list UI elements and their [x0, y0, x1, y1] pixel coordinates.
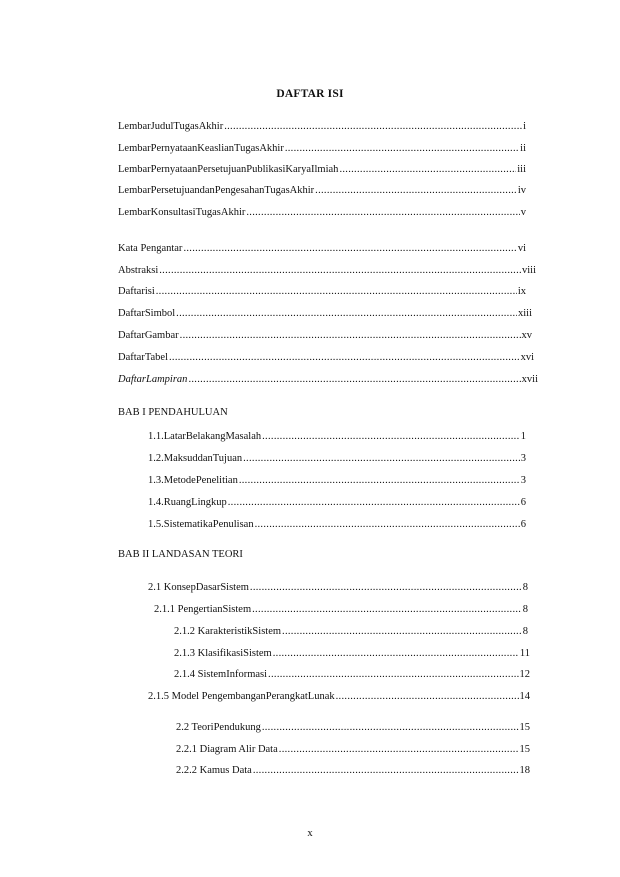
toc-entry[interactable] — [118, 185, 526, 200]
toc-entry-page: iv — [517, 185, 526, 196]
toc-entry[interactable] — [174, 626, 528, 641]
toc-entry-page: xvii — [521, 374, 538, 385]
toc-entry-page: i — [523, 121, 526, 132]
toc-entry-label: LembarPernyataanPersetujuanPublikasiKaryaIlmiah — [118, 164, 339, 175]
toc-entry[interactable] — [148, 497, 526, 512]
toc-entry-page: 18 — [519, 765, 530, 776]
toc-entry[interactable] — [148, 519, 526, 534]
toc-entry-label: LembarPersetujuandanPengesahanTugasAkhir — [118, 185, 315, 196]
toc-entry[interactable] — [118, 286, 526, 301]
toc-entry-page: xiii — [517, 308, 532, 319]
toc-entry-page: 3 — [520, 475, 526, 486]
toc-entry-label: 1.5.SistematikaPenulisan — [148, 519, 254, 530]
dot-leader — [246, 207, 519, 218]
dot-leader — [282, 626, 522, 637]
toc-entry-page: 6 — [520, 519, 526, 530]
toc-entry-label: 2.1.5 Model PengembanganPerangkatLunak — [148, 691, 335, 702]
toc-entry-page: 3 — [520, 453, 526, 464]
toc-entry-label: 2.1.4 SistemInformasi — [174, 669, 268, 680]
toc-entry[interactable] — [148, 691, 530, 706]
dot-leader — [188, 374, 520, 385]
dot-leader — [243, 453, 520, 464]
dot-leader — [273, 648, 519, 659]
toc-entry-label: 1.2.MaksuddanTujuan — [148, 453, 243, 464]
dot-leader — [268, 669, 518, 680]
toc-entry-page: viii — [521, 265, 536, 276]
toc-entry-label: Kata Pengantar — [118, 243, 183, 254]
dot-leader — [262, 722, 519, 733]
toc-entry-label: DaftarSimbol — [118, 308, 176, 319]
toc-entry-label: 2.1.2 KarakteristikSistem — [174, 626, 282, 637]
dot-leader — [224, 121, 522, 132]
toc-entry[interactable] — [118, 207, 526, 222]
toc-entry[interactable] — [118, 308, 532, 323]
toc-entry[interactable] — [118, 265, 536, 280]
toc-entry-label: DaftarTabel — [118, 352, 168, 363]
toc-entry-page: 1 — [520, 431, 526, 442]
toc-entry-label: 2.2.1 Diagram Alir Data — [176, 744, 278, 755]
toc-entry-page: xvi — [520, 352, 534, 363]
toc-entry-label: Abstraksi — [118, 265, 159, 276]
toc-entry-page: 6 — [520, 497, 526, 508]
dot-leader — [176, 308, 517, 319]
toc-entry-label: 2.2 TeoriPendukung — [176, 722, 261, 733]
toc-entry-page: 14 — [519, 691, 530, 702]
toc-entry-label: LembarKonsultasiTugasAkhir — [118, 207, 246, 218]
toc-entry[interactable] — [174, 669, 530, 684]
dot-leader — [336, 691, 519, 702]
dot-leader — [180, 330, 521, 341]
toc-entry[interactable] — [154, 604, 528, 619]
toc-entry-label: LembarPernyataanKeaslianTugasAkhir — [118, 143, 284, 154]
toc-entry-page: 8 — [522, 604, 528, 615]
toc-entry-page: 11 — [519, 648, 530, 659]
page-title: DAFTAR ISI — [276, 88, 344, 100]
dot-leader — [159, 265, 521, 276]
toc-entry-label: 2.2.2 Kamus Data — [176, 765, 252, 776]
toc-entry-page: 8 — [522, 626, 528, 637]
toc-entry-label: DaftarLampiran — [118, 374, 188, 385]
dot-leader — [255, 519, 520, 530]
toc-entry[interactable] — [118, 330, 532, 345]
toc-entry-label: DaftarGambar — [118, 330, 179, 341]
dot-leader — [169, 352, 520, 363]
chapter-heading[interactable]: BAB II LANDASAN TEORI — [118, 549, 243, 560]
toc-entry-page: vi — [517, 243, 526, 254]
toc-entry[interactable] — [148, 475, 526, 490]
dot-leader — [339, 164, 516, 175]
dot-leader — [228, 497, 520, 508]
dot-leader — [183, 243, 516, 254]
toc-entry-label: 2.1.1 PengertianSistem — [154, 604, 252, 615]
toc-entry[interactable] — [118, 164, 526, 179]
dot-leader — [262, 431, 520, 442]
toc-entry-page: ix — [517, 286, 526, 297]
toc-entry[interactable] — [176, 744, 530, 759]
dot-leader — [252, 604, 522, 615]
toc-entry-label: 1.4.RuangLingkup — [148, 497, 227, 508]
toc-entry-page: 15 — [519, 722, 530, 733]
toc-entry-label: 1.1.LatarBelakangMasalah — [148, 431, 262, 442]
toc-entry[interactable] — [118, 374, 538, 389]
toc-entry[interactable] — [148, 582, 528, 597]
dot-leader — [253, 765, 519, 776]
toc-entry-page: xv — [521, 330, 532, 341]
toc-entry[interactable] — [148, 453, 526, 468]
toc-entry-label: Daftarisi — [118, 286, 155, 297]
toc-entry[interactable] — [176, 765, 530, 780]
toc-entry-page: 8 — [522, 582, 528, 593]
toc-entry-page: 15 — [519, 744, 530, 755]
toc-entry[interactable] — [118, 352, 534, 367]
dot-leader — [279, 744, 519, 755]
toc-entry[interactable] — [118, 121, 526, 136]
toc-entry[interactable] — [148, 431, 526, 446]
page-number: x — [307, 828, 313, 839]
toc-entry[interactable] — [118, 143, 526, 158]
toc-entry[interactable] — [118, 243, 526, 258]
toc-entry[interactable] — [174, 648, 530, 663]
chapter-heading[interactable]: BAB I PENDAHULUAN — [118, 407, 228, 418]
toc-entry-page: iii — [517, 164, 526, 175]
toc-entry-page: v — [520, 207, 526, 218]
toc-entry-page: ii — [520, 143, 526, 154]
toc-entry-label: LembarJudulTugasAkhir — [118, 121, 224, 132]
dot-leader — [239, 475, 520, 486]
toc-entry-label: 2.1.3 KlasifikasiSistem — [174, 648, 272, 659]
dot-leader — [250, 582, 522, 593]
toc-entry[interactable] — [176, 722, 530, 737]
dot-leader — [285, 143, 519, 154]
dot-leader — [315, 185, 517, 196]
toc-entry-page: 12 — [519, 669, 530, 680]
dot-leader — [156, 286, 517, 297]
toc-entry-label: 1.3.MetodePenelitian — [148, 475, 238, 486]
toc-entry-label: 2.1 KonsepDasarSistem — [148, 582, 249, 593]
